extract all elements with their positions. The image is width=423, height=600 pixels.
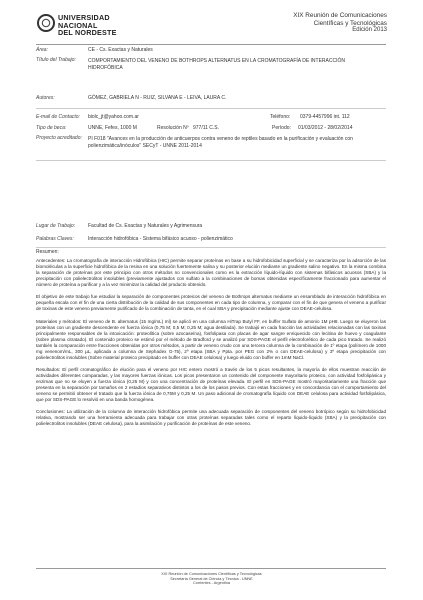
resolution-value: 977/11 C.S. — [193, 125, 220, 131]
area-value: CE - Cs. Exactas y Naturales — [88, 47, 153, 53]
email-value[interactable]: biolc_jt@yahoo.com.ar — [88, 114, 139, 120]
email-label: E-mail de Contacto: — [36, 114, 80, 120]
project-value: PI F018 "Avances en la producción de anticuerpos contra veneno de reptiles basado en la purificación y evaluación con polienzimática/inóculos" SECyT - UNNE 2011-2014 — [88, 136, 353, 149]
period-label: Período: — [272, 125, 291, 131]
university-line-1: UNIVERSIDAD — [58, 13, 110, 22]
event-line-1: XIX Reunión de Comunicaciones — [293, 12, 387, 19]
resolution-label: Resolución Nº — [157, 125, 189, 131]
authors-divider — [36, 108, 386, 109]
project-label: Proyecto acreditado: — [36, 135, 82, 141]
phone-label: Teléfono: — [270, 114, 291, 120]
workplace-value: Facultad de Cs. Exactas y Naturales y Agrimensura — [88, 223, 203, 229]
scholarship-label: Tipo de beca: — [36, 125, 67, 131]
abstract-methods: Materiales y métodos: El veneno de B. alternatus (15 mg/mL) ml) se aplicó en una columna HiTrap Butyl FF, en buffer Sulfato de amonio 1M pH8. Luego se eluyeron las proteínas con un gradiente descendente en fuerza iónica (0,75 M; 0,5 M; 0,25 M; agua destilada). Se trabajó en cada fracción las actividades relacionadas con las toxinas principalmente responsables de la intoxicación: proteolítica (sobre azocaseína), fosfolipasa con placas de agar sangre enriquecido con lecitina de huevo y coagulante (sobre plasma citratado). El contenido proteico se estimó por el método de Bradford y se analizó por SDS-PAGE el perfil electroforético de cada pico tratado. Se realizó también la comparación entre fracciones obtenidas por otros métodos, a partir de veneno crudo con una tercera columna de la combinación de 1º etapa (polímero de 1000 mg venenom/mL, 300 µL, aplicada a columna de Sephadex G-75), 2º etapa (SBA y Ppta. por PEG con 2% o con DEAE-celulosa) y 3º etapa precipitación con polielectrolitos insolubles (Sobre material proteico precipitado en buffer con DEAE celulosa) y luego eluido con buffer en 1mM NaCl. — [36, 318, 386, 360]
scholarship-value: UNNE, Fefes, 1000 M — [88, 125, 137, 131]
abstract-results: Resultados: El perfil cromatográfico de elución para el veneno por HIC entero mostró a través de los 5 picos resultantes, la mayoría de ellos muestran reacción de actividades diferentes comparadas, y las mayores fuerzas iónicas. Los picos presentaron un contenido del componente mayoritario proteico, con actividad fosfolipásica y enzimas que no se eluyen a fuerza iónica (0,25 M) y con una concentración de proteínas elevada. El perfil en SDS-PAGE mostró mayoritariamente una fracción que presenta en la separación por tamaños en 2 estadios separativos distintos a los de los pasos previos. Con estas fracciones y en concordancia con el comportamiento del veneno se permitió obtener el tratado que la fuerza iónica de 0,75M y 0,25 M. Un paso adicional de cromatografía líquido con DEAE celulosa para actividad fosfolipásica, que por SDS-PAGE lo resolvió en una banda homogénea. — [36, 366, 386, 403]
abstract-body — [36, 258, 386, 434]
workplace-label: Lugar de Trabajo: — [36, 223, 76, 229]
footer-line-2: Secretaría General de Ciencia y Técnica - UNNE — [170, 576, 253, 581]
page-header — [0, 0, 423, 44]
period-value: 01/03/2012 - 28/02/2014 — [298, 125, 353, 131]
title-value: COMPORTAMIENTO DEL VENENO DE BOTHROPS ALTERNATUS EN LA CROMATOGRAFÍA DE INTERACCIÓN HIDROFÓBICA — [88, 58, 345, 71]
university-line-2: NACIONAL — [58, 20, 98, 30]
event-line-2: Científicas y Tecnológicas — [313, 19, 387, 27]
keywords-label: Palabras Claves: — [36, 236, 74, 242]
keywords-divider — [36, 247, 386, 248]
keywords-value: Interacción hidrofóbica - Sistema bifásico acuoso - polienzimático — [88, 236, 233, 242]
event-edition: Edición 2013 — [352, 27, 387, 34]
university-line-3: DEL NORDESTE — [58, 28, 117, 38]
footer-line-3: Corrientes - Argentina — [193, 581, 230, 586]
phone-value: 0379-4457996 int. 112 — [300, 114, 350, 120]
university-seal-icon — [37, 14, 55, 32]
page-footer — [0, 572, 423, 586]
abstract-objective: El objetivo de este trabajo fue estudiar la separación de componentes proteicos del veneno de Bothrops alternatus mediante un ensamblado de interacción hidrofóbica en pequeña escala con el fin de una cierta distribución de la calidad de sus componentes en cada tipo de columna, y comparar con el fin de que genera el veneno a purificar de toxinas de este veneno previamente purificado de la combinación de tanta, en el cual SBA y precipitación mediante ajuste con DEAE-celulosa. — [36, 294, 386, 312]
event-title — [293, 12, 387, 35]
authors-value: GÓMEZ, GABRIELA N - RUIZ, SILVANA E - LEIVA, LAURA C. — [88, 95, 227, 101]
abstract-background: Antecedentes: La cromatografía de interacción Hidrofóbica (HIC) permite separar proteínas en base a su hidrofobicidad superficial y se caracteriza por la adsorción de las biomoléculas a la superficie hidrofóbica de la resina en una solución fuertemente salina y su posterior elución mediante un gradiente salino negativo. En la misma combina la separación de proteínas por este principio con otros métodos no convencionales como es la extracción líquido-líquido con sistemas bifásicos acuosos (SBA) y la precipitación con polielectrolitos insolubles (previamente ajustados con sulfato a la combinaciones de bomas obtenidas específicamente fraccionado para aumentar el número de proteína a purificar y a la vez minimizar la calidad del producto obtenido. — [36, 258, 386, 288]
authors-label: Autores: — [36, 95, 55, 101]
header-divider — [36, 44, 386, 45]
title-label: Título del Trabajo: — [36, 57, 76, 63]
project-divider — [36, 160, 386, 161]
area-label: Área: — [36, 47, 48, 53]
footer-line-1: XIX Reunión de Comunicaciones Científicas y Tecnológicas — [161, 572, 262, 576]
university-name — [58, 14, 117, 37]
abstract-label: Resumen: — [36, 249, 59, 255]
footer-divider — [36, 568, 386, 569]
abstract-conclusions: Conclusiones: La utilización de la columna de interacción hidrofóbica permite una adecuada separación de componentes del veneno botrópico según su hidrofobicidad relativa, mostrando ser una herramienta adecuada para trabajar con otras proteínas separadas tales como el reparto líquido-líquido (SBA) y la precipitación con polielectrolitos insolubles (DEAE celulosa), para la asimilación y purificación de proteínas de este veneno. — [36, 409, 386, 427]
